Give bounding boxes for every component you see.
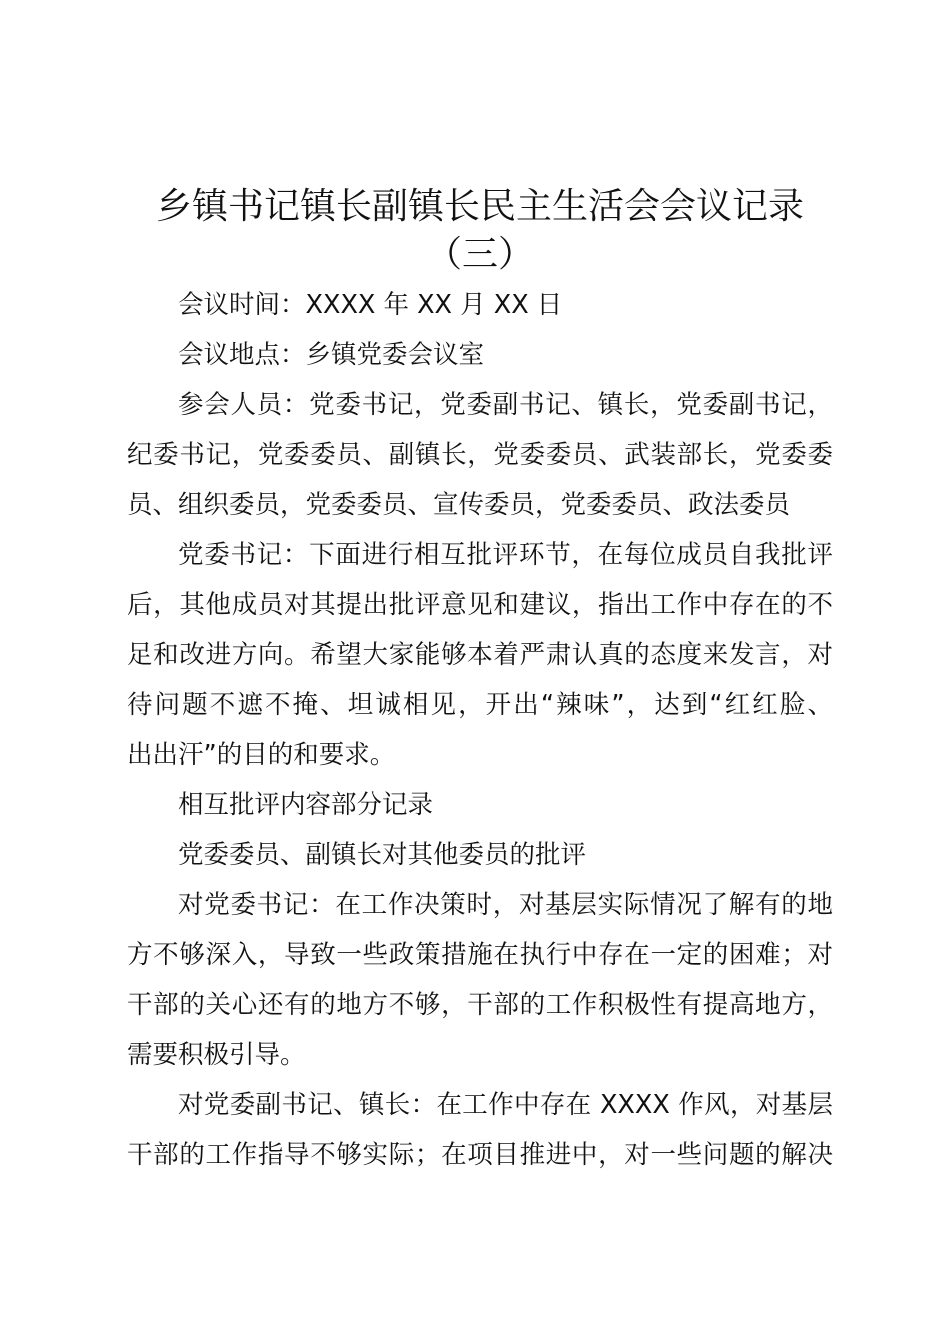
text-line: 干部的关心还有的地方不够，干部的工作积极性有提高地方， bbox=[127, 990, 833, 1020]
text-line: 需要积极引导。 bbox=[127, 1040, 306, 1070]
text-line: 足和改进方向。希望大家能够本着严肃认真的态度来发言，对 bbox=[127, 640, 833, 670]
document-title-subtitle: （三） bbox=[425, 234, 534, 275]
text-line: 员、组织委员，党委委员、宣传委员，党委委员、政法委员 bbox=[127, 490, 791, 520]
text-line: 对党委书记：在工作决策时，对基层实际情况了解有的地 bbox=[178, 890, 833, 920]
text-line: 党委书记：下面进行相互批评环节，在每位成员自我批评 bbox=[178, 540, 833, 570]
text-line: 纪委书记，党委委员、副镇长，党委委员、武装部长，党委委 bbox=[127, 440, 833, 470]
document-body bbox=[127, 280, 833, 1180]
document-title: 乡镇书记镇长副镇长民主生活会会议记录 bbox=[155, 186, 804, 227]
text-line: 干部的工作指导不够实际；在项目推进中，对一些问题的解决 bbox=[127, 1140, 833, 1170]
text-line: 参会人员：党委书记，党委副书记、镇长，党委副书记， bbox=[178, 390, 833, 420]
text-line: 对党委副书记、镇长：在工作中存在 XXXX 作风，对基层 bbox=[178, 1090, 833, 1120]
text-line: 会议地点：乡镇党委会议室 bbox=[178, 340, 485, 370]
text-line: 出出汗”的目的和要求。 bbox=[127, 740, 396, 770]
text-line: 党委委员、副镇长对其他委员的批评 bbox=[178, 840, 587, 870]
text-line: 方不够深入，导致一些政策措施在执行中存在一定的困难；对 bbox=[127, 940, 833, 970]
text-line: 待问题不遮不掩、坦诚相见，开出“辣味”，达到“红红脸、 bbox=[127, 690, 833, 720]
text-line: 会议时间：XXXX 年 XX 月 XX 日 bbox=[178, 290, 563, 320]
text-line: 相互批评内容部分记录 bbox=[178, 790, 434, 820]
text-line: 后，其他成员对其提出批评意见和建议，指出工作中存在的不 bbox=[127, 590, 833, 620]
